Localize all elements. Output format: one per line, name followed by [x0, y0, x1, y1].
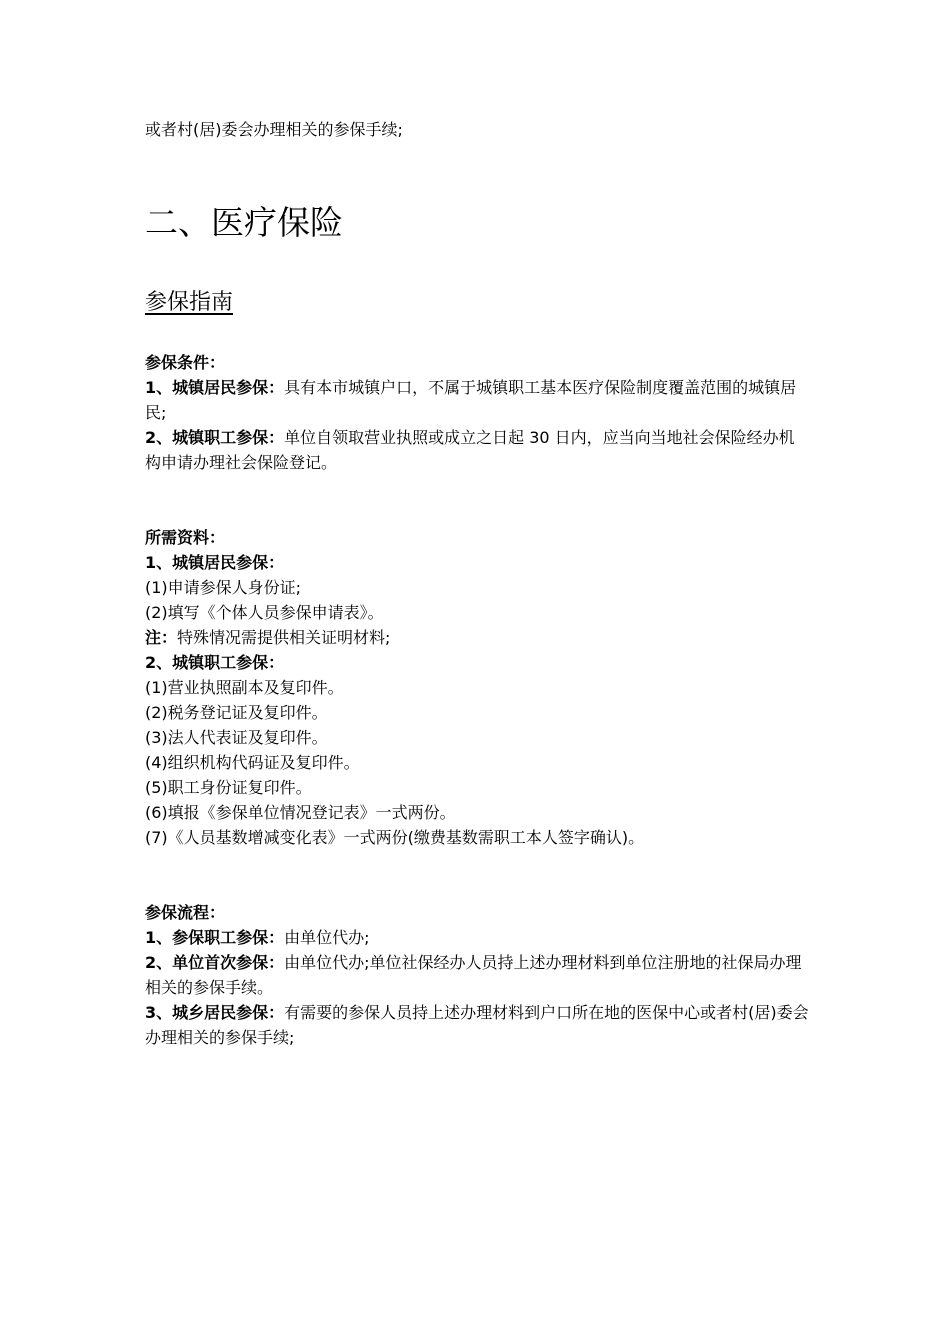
resident-label: 1、城镇居民参保：: [145, 553, 285, 572]
list-item: (1)申请参保人身份证;: [145, 578, 302, 597]
list-item: (6)填报《参保单位情况登记表》一式两份。: [145, 803, 456, 822]
conditions-heading: 参保条件：: [145, 353, 226, 372]
list-item: (7)《人员基数增减变化表》一式两份(缴费基数需职工本人签字确认)。: [145, 828, 645, 847]
materials-section: [145, 525, 810, 850]
list-item: (2)税务登记证及复印件。: [145, 703, 328, 722]
process-section: [145, 900, 810, 1050]
materials-heading: 所需资料：: [145, 528, 226, 547]
process-item: 2、单位首次参保：由单位代办;单位社保经办人员持上述办理材料到单位注册地的社保局办理相关的参保手续。: [145, 953, 802, 997]
list-item: (4)组织机构代码证及复印件。: [145, 753, 360, 772]
continued-paragraph: 或者村(居)委会办理相关的参保手续;: [145, 120, 403, 139]
condition-item: 1、城镇居民参保：具有本市城镇户口，不属于城镇职工基本医疗保险制度覆盖范围的城镇居民;: [145, 378, 797, 422]
subsection-title: 参保指南: [145, 290, 234, 315]
list-item: (2)填写《个体人员参保申请表》。: [145, 603, 384, 622]
condition-item: 2、城镇职工参保：单位自领取营业执照或成立之日起 30 日内，应当向当地社会保险经办机构申请办理社会保险登记。: [145, 428, 795, 472]
process-item: 3、城乡居民参保：有需要的参保人员持上述办理材料到户口所在地的医保中心或者村(居)委会办理相关的参保手续;: [145, 1003, 809, 1047]
note-line: 注：特殊情况需提供相关证明材料;: [145, 628, 391, 647]
conditions-section: [145, 350, 810, 475]
employee-label: 2、城镇职工参保：: [145, 653, 285, 672]
process-heading: 参保流程：: [145, 903, 226, 922]
process-item: 1、参保职工参保：由单位代办;: [145, 928, 370, 947]
list-item: (5)职工身份证复印件。: [145, 778, 312, 797]
list-item: (1)营业执照副本及复印件。: [145, 678, 344, 697]
list-item: (3)法人代表证及复印件。: [145, 728, 328, 747]
section-title: 二、医疗保险: [145, 203, 343, 242]
